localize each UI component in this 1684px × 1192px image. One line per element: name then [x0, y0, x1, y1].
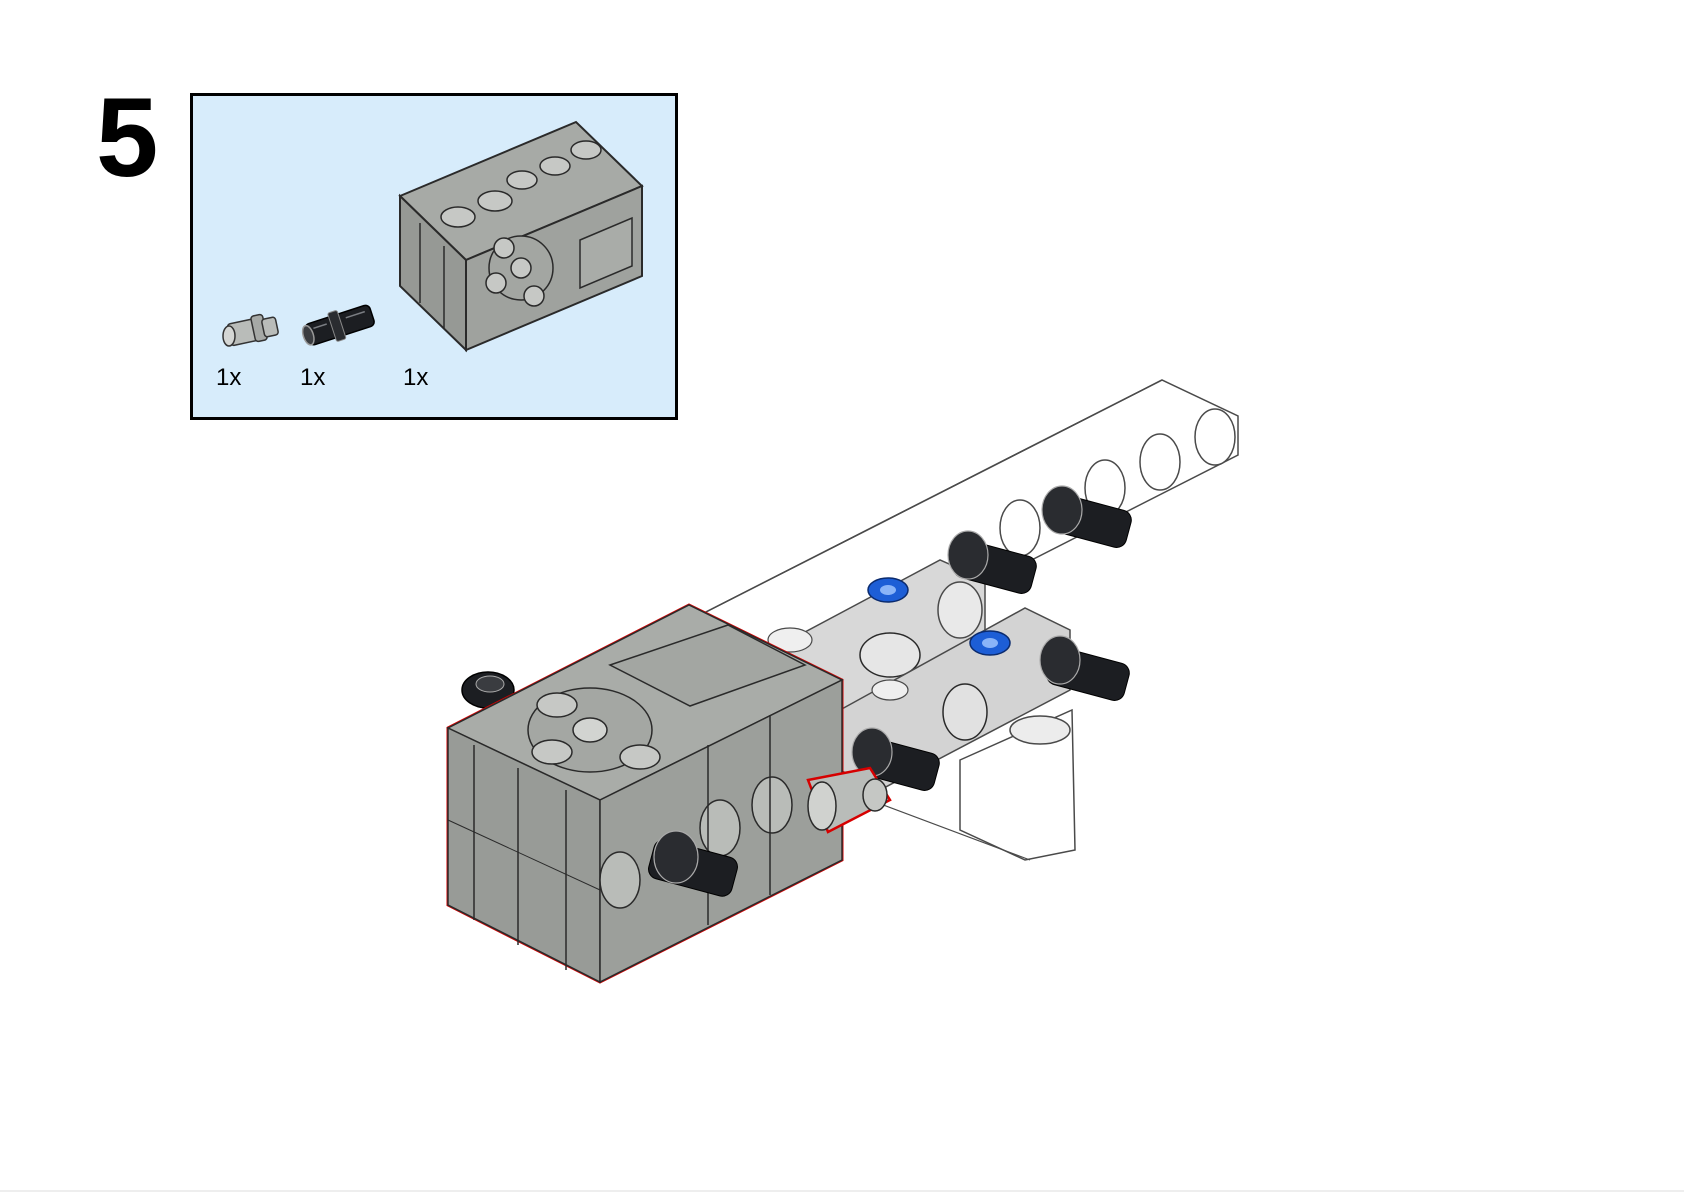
part-quantity: 1x [300, 364, 326, 391]
step-number: 5 [96, 75, 159, 200]
blue-pin [868, 578, 908, 602]
medium-motor [448, 605, 842, 982]
blue-pin [970, 631, 1010, 655]
part-quantity: 1x [216, 364, 242, 391]
part-quantity: 1x [403, 364, 429, 391]
